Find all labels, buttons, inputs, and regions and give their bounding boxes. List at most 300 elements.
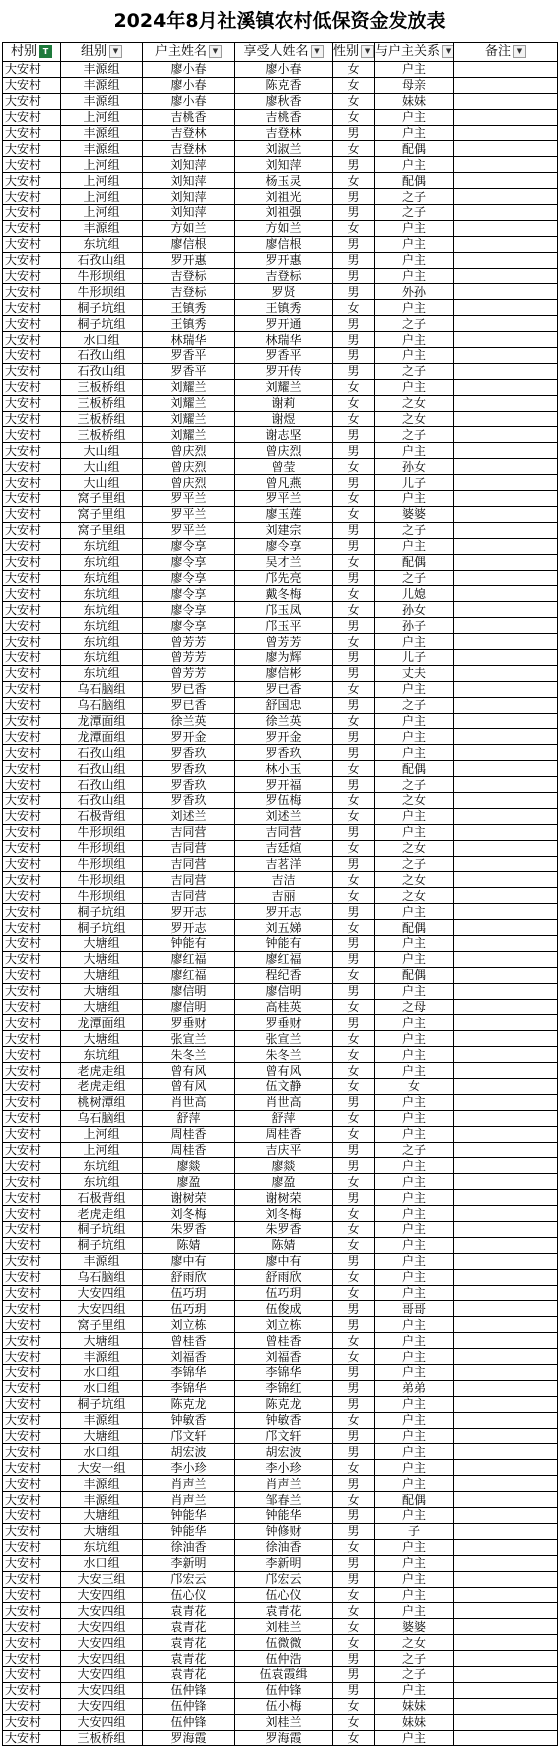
- cell-householder[interactable]: 刘立栋: [143, 1317, 235, 1333]
- cell-beneficiary[interactable]: 钟修财: [235, 1523, 333, 1539]
- cell-remark[interactable]: [454, 141, 558, 157]
- cell-relation[interactable]: 户主: [375, 1269, 454, 1285]
- cell-beneficiary[interactable]: 廖秋香: [235, 93, 333, 109]
- cell-beneficiary[interactable]: 廖红福: [235, 951, 333, 967]
- cell-beneficiary[interactable]: 刘五娣: [235, 920, 333, 936]
- cell-remark[interactable]: [454, 586, 558, 602]
- cell-village[interactable]: 大安村: [3, 935, 61, 951]
- cell-village[interactable]: 大安村: [3, 554, 61, 570]
- column-header-group[interactable]: 组别 ▼: [61, 43, 143, 62]
- cell-group[interactable]: 牛形坝组: [61, 888, 143, 904]
- cell-village[interactable]: 大安村: [3, 189, 61, 205]
- cell-relation[interactable]: 配偶: [375, 761, 454, 777]
- cell-relation[interactable]: 户主: [375, 491, 454, 507]
- cell-relation[interactable]: 户主: [375, 236, 454, 252]
- cell-village[interactable]: 大安村: [3, 1158, 61, 1174]
- cell-gender[interactable]: 男: [333, 570, 375, 586]
- cell-gender[interactable]: 女: [333, 681, 375, 697]
- column-header-householder[interactable]: 户主姓名 ▼: [143, 43, 235, 62]
- cell-village[interactable]: 大安村: [3, 1269, 61, 1285]
- cell-gender[interactable]: 女: [333, 220, 375, 236]
- cell-relation[interactable]: 户主: [375, 1682, 454, 1698]
- cell-remark[interactable]: [454, 1317, 558, 1333]
- cell-householder[interactable]: 朱罗香: [143, 1222, 235, 1238]
- cell-group[interactable]: 石孜山组: [61, 761, 143, 777]
- cell-village[interactable]: 大安村: [3, 1444, 61, 1460]
- cell-remark[interactable]: [454, 411, 558, 427]
- cell-remark[interactable]: [454, 983, 558, 999]
- cell-group[interactable]: 东坑组: [61, 586, 143, 602]
- cell-householder[interactable]: 袁青花: [143, 1635, 235, 1651]
- cell-village[interactable]: 大安村: [3, 141, 61, 157]
- cell-remark[interactable]: [454, 967, 558, 983]
- cell-remark[interactable]: [454, 1380, 558, 1396]
- cell-gender[interactable]: 男: [333, 1444, 375, 1460]
- cell-beneficiary[interactable]: 舒雨欣: [235, 1269, 333, 1285]
- cell-gender[interactable]: 女: [333, 1285, 375, 1301]
- cell-remark[interactable]: [454, 1555, 558, 1571]
- cell-remark[interactable]: [454, 1174, 558, 1190]
- cell-gender[interactable]: 女: [333, 379, 375, 395]
- cell-village[interactable]: 大安村: [3, 1651, 61, 1667]
- cell-group[interactable]: 东坑组: [61, 554, 143, 570]
- cell-beneficiary[interactable]: 朱冬兰: [235, 1047, 333, 1063]
- cell-remark[interactable]: [454, 1142, 558, 1158]
- cell-relation[interactable]: 之女: [375, 840, 454, 856]
- cell-remark[interactable]: [454, 840, 558, 856]
- cell-village[interactable]: 大安村: [3, 634, 61, 650]
- cell-relation[interactable]: 弟弟: [375, 1380, 454, 1396]
- cell-village[interactable]: 大安村: [3, 1523, 61, 1539]
- cell-relation[interactable]: 户主: [375, 300, 454, 316]
- cell-remark[interactable]: [454, 1492, 558, 1508]
- cell-householder[interactable]: 廖红福: [143, 967, 235, 983]
- cell-group[interactable]: 东坑组: [61, 236, 143, 252]
- cell-village[interactable]: 大安村: [3, 1428, 61, 1444]
- filter-active-icon[interactable]: T: [39, 45, 52, 58]
- cell-householder[interactable]: 刘耀兰: [143, 379, 235, 395]
- cell-group[interactable]: 牛形坝组: [61, 284, 143, 300]
- cell-remark[interactable]: [454, 1333, 558, 1349]
- cell-gender[interactable]: 女: [333, 1412, 375, 1428]
- cell-gender[interactable]: 男: [333, 729, 375, 745]
- cell-remark[interactable]: [454, 618, 558, 634]
- cell-group[interactable]: 水口组: [61, 1555, 143, 1571]
- cell-beneficiary[interactable]: 吉同营: [235, 824, 333, 840]
- cell-gender[interactable]: 女: [333, 1047, 375, 1063]
- cell-group[interactable]: 东坑组: [61, 538, 143, 554]
- cell-beneficiary[interactable]: 刘祖光: [235, 189, 333, 205]
- cell-beneficiary[interactable]: 陈婧: [235, 1237, 333, 1253]
- cell-beneficiary[interactable]: 刘祖强: [235, 205, 333, 221]
- cell-village[interactable]: 大安村: [3, 491, 61, 507]
- cell-beneficiary[interactable]: 谢树荣: [235, 1190, 333, 1206]
- cell-relation[interactable]: 户主: [375, 1031, 454, 1047]
- cell-beneficiary[interactable]: 曾桂香: [235, 1333, 333, 1349]
- cell-beneficiary[interactable]: 杨玉灵: [235, 173, 333, 189]
- cell-gender[interactable]: 女: [333, 395, 375, 411]
- cell-gender[interactable]: 女: [333, 1635, 375, 1651]
- cell-remark[interactable]: [454, 1301, 558, 1317]
- cell-householder[interactable]: 李新明: [143, 1555, 235, 1571]
- cell-gender[interactable]: 女: [333, 554, 375, 570]
- cell-group[interactable]: 上河组: [61, 173, 143, 189]
- cell-group[interactable]: 大安四组: [61, 1651, 143, 1667]
- cell-remark[interactable]: [454, 1047, 558, 1063]
- cell-householder[interactable]: 曾芳芳: [143, 649, 235, 665]
- cell-beneficiary[interactable]: 舒萍: [235, 1110, 333, 1126]
- cell-householder[interactable]: 吉登标: [143, 268, 235, 284]
- cell-gender[interactable]: 男: [333, 665, 375, 681]
- cell-group[interactable]: 龙潭面组: [61, 713, 143, 729]
- cell-relation[interactable]: 户主: [375, 220, 454, 236]
- cell-householder[interactable]: 廖信明: [143, 983, 235, 999]
- cell-relation[interactable]: 孙女: [375, 459, 454, 475]
- cell-relation[interactable]: 儿子: [375, 475, 454, 491]
- cell-village[interactable]: 大安村: [3, 951, 61, 967]
- cell-householder[interactable]: 廖信明: [143, 999, 235, 1015]
- cell-beneficiary[interactable]: 张宣兰: [235, 1031, 333, 1047]
- cell-village[interactable]: 大安村: [3, 77, 61, 93]
- cell-gender[interactable]: 男: [333, 1476, 375, 1492]
- cell-remark[interactable]: [454, 872, 558, 888]
- filter-dropdown-icon[interactable]: ▼: [311, 45, 324, 58]
- cell-group[interactable]: 水口组: [61, 1365, 143, 1381]
- cell-beneficiary[interactable]: 李小珍: [235, 1460, 333, 1476]
- cell-beneficiary[interactable]: 邹春兰: [235, 1492, 333, 1508]
- cell-beneficiary[interactable]: 徐兰英: [235, 713, 333, 729]
- cell-gender[interactable]: 男: [333, 697, 375, 713]
- cell-relation[interactable]: 户主: [375, 1015, 454, 1031]
- cell-householder[interactable]: 刘知萍: [143, 157, 235, 173]
- filter-dropdown-icon[interactable]: ▼: [209, 45, 222, 58]
- cell-village[interactable]: 大安村: [3, 1666, 61, 1682]
- cell-village[interactable]: 大安村: [3, 1539, 61, 1555]
- cell-beneficiary[interactable]: 刘述兰: [235, 808, 333, 824]
- cell-remark[interactable]: [454, 379, 558, 395]
- cell-gender[interactable]: 男: [333, 649, 375, 665]
- cell-remark[interactable]: [454, 1444, 558, 1460]
- cell-relation[interactable]: 户主: [375, 634, 454, 650]
- cell-village[interactable]: 大安村: [3, 1047, 61, 1063]
- cell-householder[interactable]: 罗已香: [143, 681, 235, 697]
- cell-householder[interactable]: 徐油香: [143, 1539, 235, 1555]
- cell-relation[interactable]: 之子: [375, 427, 454, 443]
- cell-householder[interactable]: 曾有风: [143, 1063, 235, 1079]
- cell-group[interactable]: 大安四组: [61, 1666, 143, 1682]
- cell-householder[interactable]: 罗海霞: [143, 1730, 235, 1746]
- cell-householder[interactable]: 刘知萍: [143, 205, 235, 221]
- cell-gender[interactable]: 女: [333, 792, 375, 808]
- cell-householder[interactable]: 廖小春: [143, 62, 235, 78]
- cell-gender[interactable]: 女: [333, 459, 375, 475]
- cell-householder[interactable]: 胡宏波: [143, 1444, 235, 1460]
- cell-group[interactable]: 东坑组: [61, 602, 143, 618]
- cell-remark[interactable]: [454, 1206, 558, 1222]
- cell-group[interactable]: 丰源组: [61, 77, 143, 93]
- cell-gender[interactable]: 男: [333, 284, 375, 300]
- cell-remark[interactable]: [454, 1094, 558, 1110]
- cell-beneficiary[interactable]: 廖中有: [235, 1253, 333, 1269]
- cell-beneficiary[interactable]: 林瑞华: [235, 332, 333, 348]
- cell-beneficiary[interactable]: 吉桃香: [235, 109, 333, 125]
- cell-group[interactable]: 丰源组: [61, 62, 143, 78]
- cell-gender[interactable]: 男: [333, 1571, 375, 1587]
- cell-beneficiary[interactable]: 罗平兰: [235, 491, 333, 507]
- cell-relation[interactable]: 户主: [375, 745, 454, 761]
- cell-remark[interactable]: [454, 1190, 558, 1206]
- cell-group[interactable]: 石孜山组: [61, 348, 143, 364]
- cell-relation[interactable]: 户主: [375, 379, 454, 395]
- cell-beneficiary[interactable]: 刘耀兰: [235, 379, 333, 395]
- cell-gender[interactable]: 女: [333, 1460, 375, 1476]
- cell-householder[interactable]: 肖世高: [143, 1094, 235, 1110]
- cell-beneficiary[interactable]: 戴冬梅: [235, 586, 333, 602]
- cell-remark[interactable]: [454, 1031, 558, 1047]
- cell-village[interactable]: 大安村: [3, 1508, 61, 1524]
- cell-gender[interactable]: 女: [333, 999, 375, 1015]
- cell-remark[interactable]: [454, 1635, 558, 1651]
- cell-householder[interactable]: 吉桃香: [143, 109, 235, 125]
- cell-beneficiary[interactable]: 罗开惠: [235, 252, 333, 268]
- cell-group[interactable]: 大山组: [61, 443, 143, 459]
- cell-group[interactable]: 大塘组: [61, 999, 143, 1015]
- cell-remark[interactable]: [454, 1571, 558, 1587]
- cell-group[interactable]: 上河组: [61, 157, 143, 173]
- cell-remark[interactable]: [454, 109, 558, 125]
- cell-householder[interactable]: 周桂香: [143, 1126, 235, 1142]
- cell-relation[interactable]: 户主: [375, 951, 454, 967]
- cell-group[interactable]: 大塘组: [61, 1333, 143, 1349]
- cell-relation[interactable]: 配偶: [375, 1492, 454, 1508]
- cell-householder[interactable]: 吉登标: [143, 284, 235, 300]
- cell-relation[interactable]: 户主: [375, 348, 454, 364]
- cell-remark[interactable]: [454, 443, 558, 459]
- cell-gender[interactable]: 女: [333, 109, 375, 125]
- cell-village[interactable]: 大安村: [3, 602, 61, 618]
- cell-group[interactable]: 丰源组: [61, 125, 143, 141]
- cell-householder[interactable]: 李锦华: [143, 1365, 235, 1381]
- cell-gender[interactable]: 男: [333, 951, 375, 967]
- cell-group[interactable]: 三板桥组: [61, 427, 143, 443]
- cell-gender[interactable]: 男: [333, 1015, 375, 1031]
- cell-group[interactable]: 东坑组: [61, 1539, 143, 1555]
- cell-relation[interactable]: 户主: [375, 713, 454, 729]
- cell-householder[interactable]: 袁青花: [143, 1619, 235, 1635]
- cell-gender[interactable]: 女: [333, 411, 375, 427]
- cell-group[interactable]: 东坑组: [61, 618, 143, 634]
- cell-householder[interactable]: 李锦华: [143, 1380, 235, 1396]
- cell-village[interactable]: 大安村: [3, 1317, 61, 1333]
- cell-group[interactable]: 大塘组: [61, 1031, 143, 1047]
- cell-relation[interactable]: 户主: [375, 1158, 454, 1174]
- cell-beneficiary[interactable]: 肖世高: [235, 1094, 333, 1110]
- cell-relation[interactable]: 之女: [375, 792, 454, 808]
- cell-relation[interactable]: 子: [375, 1523, 454, 1539]
- cell-village[interactable]: 大安村: [3, 1063, 61, 1079]
- cell-remark[interactable]: [454, 538, 558, 554]
- cell-householder[interactable]: 陈克龙: [143, 1396, 235, 1412]
- cell-remark[interactable]: [454, 761, 558, 777]
- cell-householder[interactable]: 吉同营: [143, 888, 235, 904]
- cell-householder[interactable]: 罗香玖: [143, 745, 235, 761]
- cell-remark[interactable]: [454, 904, 558, 920]
- cell-relation[interactable]: 之子: [375, 570, 454, 586]
- cell-gender[interactable]: 女: [333, 1222, 375, 1238]
- cell-householder[interactable]: 曾有风: [143, 1079, 235, 1095]
- cell-group[interactable]: 丰源组: [61, 1476, 143, 1492]
- cell-group[interactable]: 牛形坝组: [61, 872, 143, 888]
- cell-relation[interactable]: 之子: [375, 316, 454, 332]
- cell-group[interactable]: 老虎走组: [61, 1063, 143, 1079]
- cell-beneficiary[interactable]: 曾芳芳: [235, 634, 333, 650]
- cell-village[interactable]: 大安村: [3, 1365, 61, 1381]
- cell-beneficiary[interactable]: 曾有风: [235, 1063, 333, 1079]
- cell-gender[interactable]: 男: [333, 252, 375, 268]
- cell-remark[interactable]: [454, 824, 558, 840]
- cell-householder[interactable]: 廖令享: [143, 602, 235, 618]
- cell-householder[interactable]: 钟能有: [143, 935, 235, 951]
- cell-village[interactable]: 大安村: [3, 665, 61, 681]
- cell-relation[interactable]: 之女: [375, 395, 454, 411]
- cell-group[interactable]: 窝子里组: [61, 506, 143, 522]
- cell-householder[interactable]: 廖中有: [143, 1253, 235, 1269]
- cell-group[interactable]: 石孜山组: [61, 363, 143, 379]
- cell-gender[interactable]: 男: [333, 1142, 375, 1158]
- cell-householder[interactable]: 袁青花: [143, 1666, 235, 1682]
- cell-beneficiary[interactable]: 廖信彬: [235, 665, 333, 681]
- cell-beneficiary[interactable]: 徐油香: [235, 1539, 333, 1555]
- cell-village[interactable]: 大安村: [3, 1603, 61, 1619]
- cell-gender[interactable]: 男: [333, 1666, 375, 1682]
- cell-relation[interactable]: 配偶: [375, 920, 454, 936]
- cell-gender[interactable]: 女: [333, 1126, 375, 1142]
- cell-group[interactable]: 石孜山组: [61, 745, 143, 761]
- cell-village[interactable]: 大安村: [3, 1126, 61, 1142]
- cell-relation[interactable]: 户主: [375, 1237, 454, 1253]
- cell-group[interactable]: 水口组: [61, 1380, 143, 1396]
- cell-gender[interactable]: 女: [333, 1714, 375, 1730]
- cell-remark[interactable]: [454, 1079, 558, 1095]
- cell-householder[interactable]: 伍仲锋: [143, 1698, 235, 1714]
- cell-beneficiary[interactable]: 罗海霞: [235, 1730, 333, 1746]
- cell-relation[interactable]: 户主: [375, 681, 454, 697]
- cell-gender[interactable]: 女: [333, 1269, 375, 1285]
- cell-remark[interactable]: [454, 252, 558, 268]
- cell-village[interactable]: 大安村: [3, 348, 61, 364]
- cell-householder[interactable]: 刘知萍: [143, 189, 235, 205]
- cell-beneficiary[interactable]: 邝玉凤: [235, 602, 333, 618]
- cell-gender[interactable]: 男: [333, 824, 375, 840]
- cell-householder[interactable]: 罗香平: [143, 348, 235, 364]
- cell-gender[interactable]: 女: [333, 872, 375, 888]
- cell-relation[interactable]: 户主: [375, 1539, 454, 1555]
- cell-remark[interactable]: [454, 634, 558, 650]
- cell-beneficiary[interactable]: 吉庆平: [235, 1142, 333, 1158]
- cell-relation[interactable]: 户主: [375, 1428, 454, 1444]
- filter-dropdown-icon[interactable]: ▼: [361, 45, 374, 58]
- cell-group[interactable]: 窝子里组: [61, 522, 143, 538]
- cell-remark[interactable]: [454, 1253, 558, 1269]
- cell-relation[interactable]: 儿子: [375, 649, 454, 665]
- cell-gender[interactable]: 男: [333, 427, 375, 443]
- cell-beneficiary[interactable]: 罗开志: [235, 904, 333, 920]
- cell-householder[interactable]: 刘耀兰: [143, 411, 235, 427]
- cell-group[interactable]: 乌石脑组: [61, 697, 143, 713]
- cell-group[interactable]: 牛形坝组: [61, 856, 143, 872]
- cell-householder[interactable]: 周桂香: [143, 1142, 235, 1158]
- cell-remark[interactable]: [454, 1666, 558, 1682]
- cell-gender[interactable]: 女: [333, 1603, 375, 1619]
- cell-beneficiary[interactable]: 伍文静: [235, 1079, 333, 1095]
- cell-group[interactable]: 石孜山组: [61, 252, 143, 268]
- cell-village[interactable]: 大安村: [3, 920, 61, 936]
- cell-group[interactable]: 大安四组: [61, 1603, 143, 1619]
- cell-householder[interactable]: 罗开惠: [143, 252, 235, 268]
- cell-relation[interactable]: 户主: [375, 1126, 454, 1142]
- cell-gender[interactable]: 男: [333, 363, 375, 379]
- cell-relation[interactable]: 户主: [375, 1603, 454, 1619]
- cell-relation[interactable]: 妹妹: [375, 1698, 454, 1714]
- cell-relation[interactable]: 之子: [375, 522, 454, 538]
- cell-relation[interactable]: 户主: [375, 904, 454, 920]
- cell-gender[interactable]: 男: [333, 1651, 375, 1667]
- cell-remark[interactable]: [454, 1587, 558, 1603]
- cell-remark[interactable]: [454, 681, 558, 697]
- cell-relation[interactable]: 配偶: [375, 967, 454, 983]
- cell-group[interactable]: 上河组: [61, 205, 143, 221]
- cell-householder[interactable]: 廖令享: [143, 570, 235, 586]
- cell-beneficiary[interactable]: 吉洁: [235, 872, 333, 888]
- cell-beneficiary[interactable]: 邝玉平: [235, 618, 333, 634]
- cell-village[interactable]: 大安村: [3, 1301, 61, 1317]
- cell-village[interactable]: 大安村: [3, 697, 61, 713]
- cell-remark[interactable]: [454, 459, 558, 475]
- cell-village[interactable]: 大安村: [3, 586, 61, 602]
- cell-remark[interactable]: [454, 268, 558, 284]
- cell-gender[interactable]: 男: [333, 1317, 375, 1333]
- cell-beneficiary[interactable]: 刘立栋: [235, 1317, 333, 1333]
- cell-householder[interactable]: 陈婧: [143, 1237, 235, 1253]
- cell-group[interactable]: 三板桥组: [61, 1730, 143, 1746]
- cell-relation[interactable]: 配偶: [375, 173, 454, 189]
- cell-village[interactable]: 大安村: [3, 284, 61, 300]
- cell-householder[interactable]: 罗香平: [143, 363, 235, 379]
- cell-remark[interactable]: [454, 1698, 558, 1714]
- cell-remark[interactable]: [454, 1126, 558, 1142]
- cell-relation[interactable]: 母亲: [375, 77, 454, 93]
- cell-householder[interactable]: 伍巧玥: [143, 1301, 235, 1317]
- cell-village[interactable]: 大安村: [3, 236, 61, 252]
- cell-beneficiary[interactable]: 廖盈: [235, 1174, 333, 1190]
- cell-gender[interactable]: 男: [333, 777, 375, 793]
- cell-beneficiary[interactable]: 李锦华: [235, 1365, 333, 1381]
- cell-beneficiary[interactable]: 伍仲锋: [235, 1682, 333, 1698]
- cell-householder[interactable]: 王镇秀: [143, 316, 235, 332]
- cell-householder[interactable]: 廖令享: [143, 586, 235, 602]
- cell-gender[interactable]: 女: [333, 1063, 375, 1079]
- cell-beneficiary[interactable]: 吉廷煊: [235, 840, 333, 856]
- cell-remark[interactable]: [454, 1237, 558, 1253]
- cell-beneficiary[interactable]: 刘桂兰: [235, 1619, 333, 1635]
- cell-gender[interactable]: 女: [333, 1031, 375, 1047]
- cell-village[interactable]: 大安村: [3, 1174, 61, 1190]
- cell-village[interactable]: 大安村: [3, 1285, 61, 1301]
- cell-beneficiary[interactable]: 罗香平: [235, 348, 333, 364]
- cell-remark[interactable]: [454, 1158, 558, 1174]
- cell-beneficiary[interactable]: 肖声兰: [235, 1476, 333, 1492]
- cell-village[interactable]: 大安村: [3, 379, 61, 395]
